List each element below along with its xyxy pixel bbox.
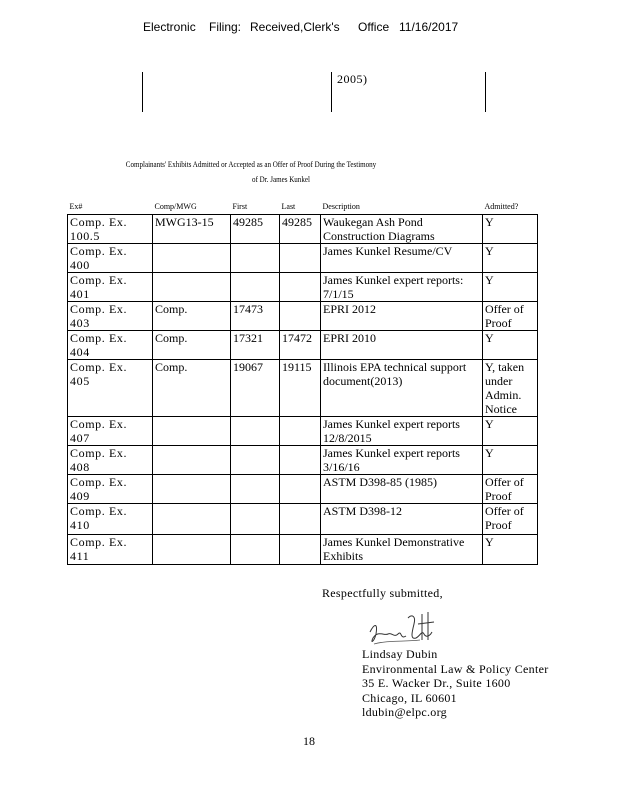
cell-last: 17472: [280, 331, 321, 360]
cell-admitted: Y: [483, 331, 538, 360]
table-header-row: [68, 198, 538, 215]
cell-party: MWG13-15: [153, 215, 231, 244]
cell-party: [153, 504, 231, 535]
cell-party: Comp.: [153, 360, 231, 417]
previous-table-border-right: [485, 72, 486, 112]
handwritten-signature: [364, 610, 446, 650]
cell-description: James Kunkel expert reports 12/8/2015: [321, 417, 483, 446]
cell-admitted: Offer of Proof: [483, 475, 538, 504]
cell-party: [153, 446, 231, 475]
cell-first: [231, 504, 280, 535]
table-row: [68, 215, 538, 244]
table-row: [68, 302, 538, 331]
previous-table-border-middle: [331, 72, 332, 112]
cell-admitted: Offer of Proof: [483, 302, 538, 331]
cell-party: [153, 475, 231, 504]
cell-party: [153, 535, 231, 565]
cell-first: [231, 417, 280, 446]
header-ex: Ex#: [68, 198, 153, 215]
cell-ex: Comp. Ex. 401: [68, 273, 153, 302]
cell-last: 49285: [280, 215, 321, 244]
cell-description: Illinois EPA technical support document(2013): [321, 360, 483, 417]
cell-description: James Kunkel expert reports 3/16/16: [321, 446, 483, 475]
cell-description: ASTM D398-12: [321, 504, 483, 535]
cell-first: [231, 475, 280, 504]
header-office: Office: [358, 20, 390, 34]
cell-last: [280, 417, 321, 446]
cell-party: [153, 273, 231, 302]
cell-description: ASTM D398-85 (1985): [321, 475, 483, 504]
header-admitted: Admitted?: [483, 198, 538, 215]
cell-last: [280, 446, 321, 475]
cell-admitted: Y: [483, 244, 538, 273]
cell-party: Comp.: [153, 331, 231, 360]
cell-ex: Comp. Ex. 405: [68, 360, 153, 417]
cell-admitted: Offer of Proof: [483, 504, 538, 535]
table-row: [68, 504, 538, 535]
cell-ex: Comp. Ex. 403: [68, 302, 153, 331]
cell-description: EPRI 2012: [321, 302, 483, 331]
cell-last: [280, 244, 321, 273]
page-number: 18: [303, 734, 315, 748]
cell-description: EPRI 2010: [321, 331, 483, 360]
table-caption-line-1: Complainants' Exhibits Admitted or Accepted as an Offer of Proof During the Testimony: [125, 160, 377, 169]
cell-ex: Comp. Ex. 400: [68, 244, 153, 273]
header-received: Received,Clerk's: [250, 20, 340, 34]
cell-last: 19115: [280, 360, 321, 417]
cell-first: [231, 273, 280, 302]
table-row: [68, 417, 538, 446]
cell-ex: Comp. Ex. 407: [68, 417, 153, 446]
cell-ex: Comp. Ex. 408: [68, 446, 153, 475]
cell-description: Waukegan Ash Pond Construction Diagrams: [321, 215, 483, 244]
cell-first: [231, 244, 280, 273]
cell-party: Comp.: [153, 302, 231, 331]
address-line-2: Chicago, IL 60601: [362, 690, 457, 705]
email-address: ldubin@elpc.org: [362, 705, 447, 719]
cell-party: [153, 244, 231, 273]
exhibits-table: [67, 198, 538, 565]
table-row: [68, 475, 538, 504]
table-row: [68, 360, 538, 417]
header-electronic: Electronic: [143, 20, 196, 34]
table-row: [68, 244, 538, 273]
cell-last: [280, 475, 321, 504]
cell-admitted: Y: [483, 446, 538, 475]
cell-first: 19067: [231, 360, 280, 417]
table-row: [68, 535, 538, 565]
cell-admitted: Y: [483, 215, 538, 244]
cell-first: [231, 446, 280, 475]
cell-ex: Comp. Ex. 410: [68, 504, 153, 535]
previous-table-cell-text: 2005): [337, 72, 368, 86]
table-row: [68, 331, 538, 360]
table-row: [68, 446, 538, 475]
attorney-name: Lindsay Dubin: [362, 647, 438, 661]
header-last: Last: [280, 198, 321, 215]
cell-description: James Kunkel Demonstrative Exhibits: [321, 535, 483, 565]
previous-table-border-left: [142, 72, 143, 112]
cell-last: [280, 273, 321, 302]
cell-first: 17321: [231, 331, 280, 360]
cell-ex: Comp. Ex. 409: [68, 475, 153, 504]
cell-description: James Kunkel expert reports: 7/1/15: [321, 273, 483, 302]
signature-contact-block: [362, 647, 549, 720]
cell-first: [231, 535, 280, 565]
cell-description: James Kunkel Resume/CV: [321, 244, 483, 273]
header-description: Description: [321, 198, 483, 215]
cell-last: [280, 535, 321, 565]
header-filing: Filing:: [209, 20, 242, 34]
table-row: [68, 273, 538, 302]
cell-admitted: Y, taken under Admin. Notice: [483, 360, 538, 417]
cell-admitted: Y: [483, 535, 538, 565]
header-first: First: [231, 198, 280, 215]
table-caption-line-2: of Dr. James Kunkel: [252, 175, 310, 184]
header-comp-mwg: Comp/MWG: [153, 198, 231, 215]
cell-ex: Comp. Ex. 411: [68, 535, 153, 565]
cell-ex: Comp. Ex. 404: [68, 331, 153, 360]
organization-name: Environmental Law & Policy Center: [362, 661, 549, 676]
cell-last: [280, 302, 321, 331]
cell-last: [280, 504, 321, 535]
cell-first: 17473: [231, 302, 280, 331]
cell-admitted: Y: [483, 417, 538, 446]
cell-party: [153, 417, 231, 446]
address-line-1: 35 E. Wacker Dr., Suite 1600: [362, 676, 511, 690]
respectfully-submitted: Respectfully submitted,: [322, 586, 443, 600]
cell-first: 49285: [231, 215, 280, 244]
cell-admitted: Y: [483, 273, 538, 302]
header-date: 11/16/2017: [399, 20, 459, 34]
cell-ex: Comp. Ex. 100.5: [68, 215, 153, 244]
